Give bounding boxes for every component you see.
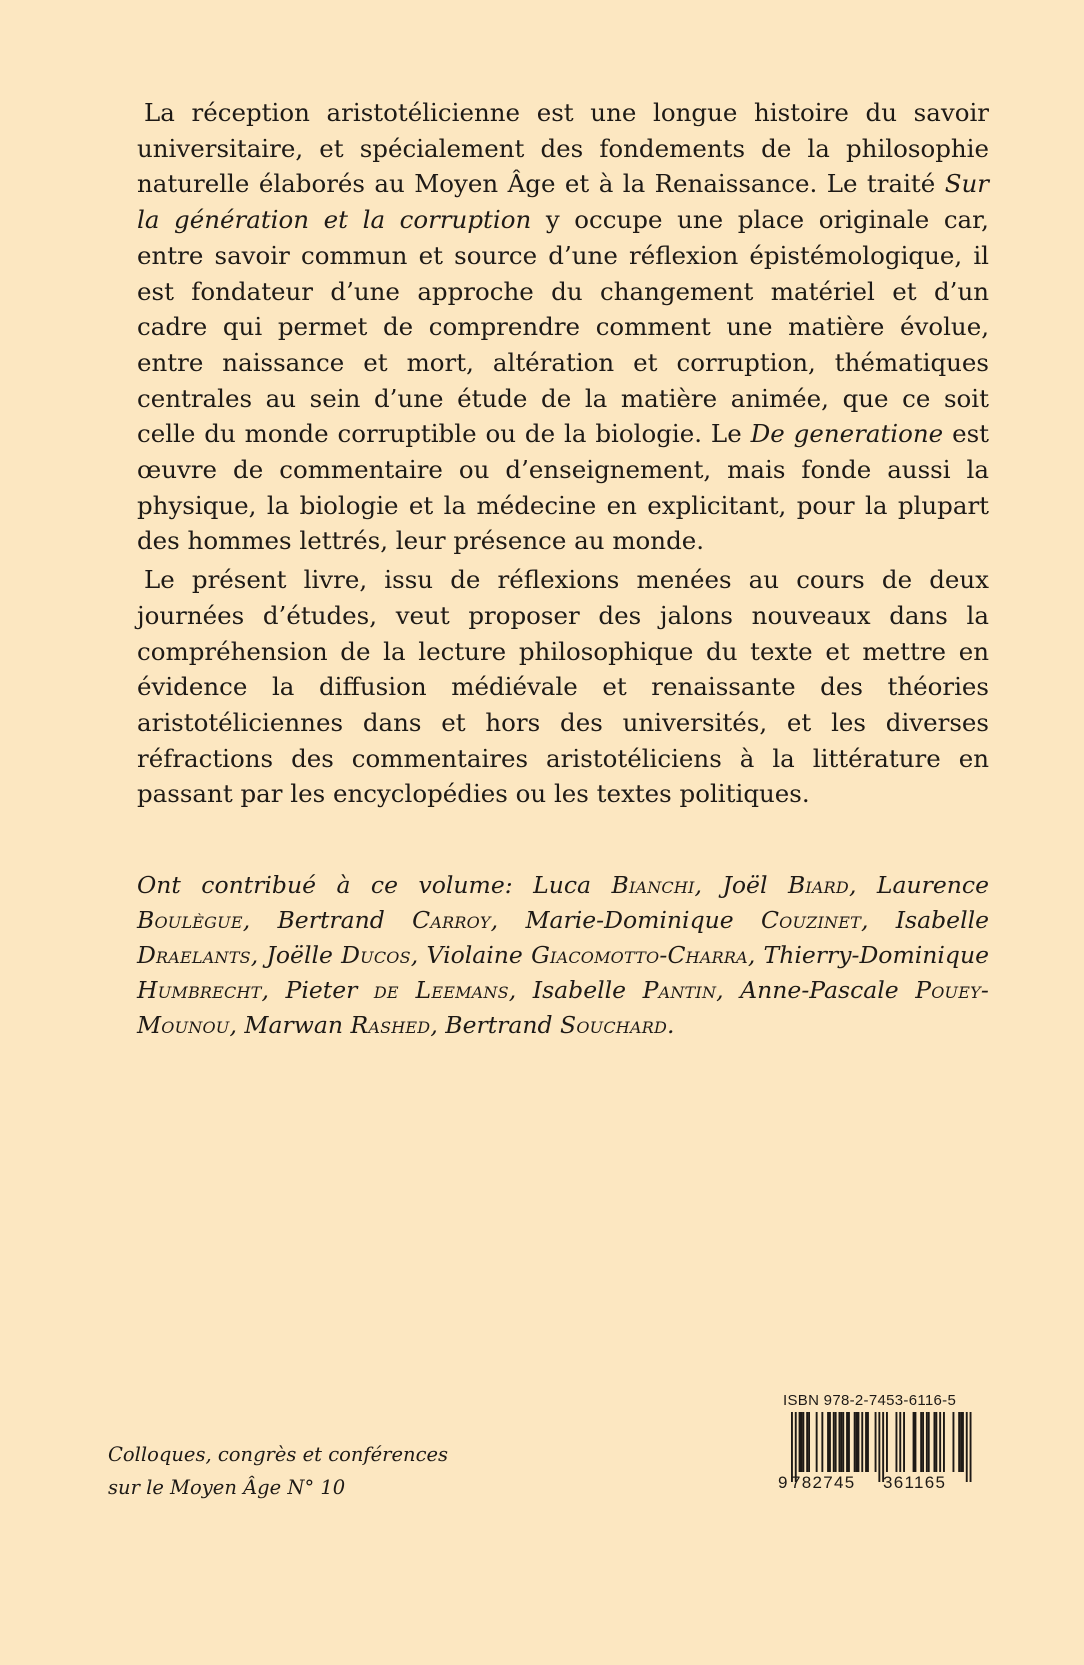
blurb-text: y occupe une place originale car, entre savoir commun et source d’une réflexion épistémologique, il est fondateur d’une approche du changement matériel et d’un cadre qui permet de comprendre comment une matière évolue, entre naissance et mort, altération et corruption, thématiques centrales au sein d’une étude de la matière animée, que ce soit celle du monde corruptible ou de la biologie. Le bbox=[137, 205, 989, 449]
contributor-surname: Giacomotto-Charra bbox=[531, 941, 748, 969]
barcode-bar bbox=[867, 1412, 869, 1472]
barcode-bar bbox=[928, 1412, 930, 1472]
barcode-bar bbox=[806, 1412, 808, 1472]
barcode-bar bbox=[799, 1412, 801, 1472]
barcode-bar bbox=[821, 1412, 823, 1472]
barcode-bar bbox=[882, 1412, 884, 1482]
barcode-bar bbox=[865, 1412, 867, 1472]
barcode-bar bbox=[922, 1412, 924, 1472]
barcode-bar bbox=[970, 1412, 972, 1482]
barcode-bar bbox=[840, 1412, 842, 1472]
work-title: De generatione bbox=[750, 419, 944, 449]
blurb bbox=[137, 95, 989, 812]
barcode-bar bbox=[842, 1412, 844, 1472]
barcode-bar bbox=[854, 1412, 856, 1472]
barcode-bar bbox=[960, 1412, 962, 1472]
barcode-bar bbox=[920, 1412, 922, 1472]
barcode-bar bbox=[899, 1412, 901, 1472]
barcode-bar bbox=[861, 1412, 863, 1472]
blurb-paragraph-1 bbox=[137, 95, 989, 559]
blurb-paragraph-2: Le présent livre, issu de réflexions menées au cours de deux journées d’études, veut proposer des jalons nouveaux dans la compréhension de la lecture philosophique du texte et mettre en évidence la diffusion médiévale et renaissante des théories aristotéliciennes dans et hors des universités, et les diverses réfractions des commentaires aristotéliciens à la littérature en passant par les encyclopédies ou les textes politiques. bbox=[137, 565, 989, 809]
contributor-surname: Ducos bbox=[341, 941, 411, 969]
barcode-bar bbox=[913, 1412, 915, 1472]
barcode-bar bbox=[953, 1412, 955, 1472]
contributor-surname: Carroy bbox=[412, 906, 491, 934]
barcode-bar bbox=[962, 1412, 964, 1472]
barcode-bar bbox=[903, 1412, 905, 1472]
ean-left-digits: 782745 bbox=[791, 1473, 856, 1492]
isbn-label: ISBN 978-2-7453-6116-5 bbox=[783, 1392, 957, 1409]
barcode-bar bbox=[858, 1412, 860, 1472]
barcode-bar bbox=[835, 1412, 837, 1472]
contributor-surname: Rashed bbox=[350, 1011, 431, 1039]
barcode-bar bbox=[915, 1412, 917, 1472]
series-title: Colloques, congrès et conférences bbox=[108, 1443, 449, 1466]
series-info bbox=[108, 1438, 468, 1504]
series-number: sur le Moyen Âge N° 10 bbox=[108, 1476, 346, 1499]
barcode-bar bbox=[816, 1412, 818, 1472]
barcode-bar bbox=[791, 1412, 793, 1482]
contributor-surname: Humbrecht bbox=[137, 976, 262, 1004]
barcode-bar bbox=[958, 1412, 960, 1472]
barcode-bar bbox=[801, 1412, 803, 1472]
contributor-surname: Souchard bbox=[560, 1011, 667, 1039]
barcode-bar bbox=[846, 1412, 848, 1472]
barcode-bar bbox=[966, 1412, 968, 1482]
contributors-list: Luca Bianchi, Joël Biard, Laurence Boulègue, Bertrand Carroy, Marie-Dominique Couzinet, Isabelle Draelants, Joëlle Ducos, Violaine Giacomotto-Charra, Thierry-Dominique Humbrecht, Pieter de Leemans, Isabelle Pantin, Anne-Pascale Pouey-Mounou, Marwan Rashed, Bertrand Souchard. bbox=[137, 871, 990, 1039]
barcode-bar bbox=[839, 1412, 841, 1472]
contributor-surname: de Leemans bbox=[373, 976, 509, 1004]
barcode-bar bbox=[934, 1412, 936, 1472]
contributor-surname: Biard bbox=[787, 871, 849, 899]
barcode-bar bbox=[795, 1412, 797, 1482]
work-title: Sur la génération et la corruption bbox=[137, 169, 989, 235]
ean-first-digit: 9 bbox=[778, 1473, 788, 1492]
barcode-bar bbox=[935, 1412, 937, 1472]
contributor-surname: Bianchi bbox=[611, 871, 695, 899]
blurb-text: est œuvre de commentaire ou d’enseignement, mais fonde aussi la physique, la biologie et la médecine en explicitant, pour la plupart des hommes lettrés, leur présence au monde. bbox=[137, 419, 989, 556]
contributors bbox=[137, 868, 989, 1043]
contributor-surname: Couzinet bbox=[760, 906, 861, 934]
barcode-bar bbox=[896, 1412, 898, 1472]
contributor-surname: Boulègue bbox=[137, 906, 243, 934]
barcode-bar bbox=[827, 1412, 829, 1472]
contributors-intro: Ont contribué à ce volume: bbox=[137, 871, 513, 899]
barcode-bar bbox=[802, 1412, 804, 1472]
barcode-bar bbox=[939, 1412, 941, 1472]
contributor-surname: Draelants bbox=[137, 941, 251, 969]
barcode-bar bbox=[856, 1412, 858, 1472]
barcode-bar bbox=[808, 1412, 810, 1472]
barcode-bar bbox=[943, 1412, 945, 1472]
ean-right-digits: 361165 bbox=[883, 1473, 947, 1492]
barcode-bar bbox=[926, 1412, 928, 1472]
barcode-bar bbox=[875, 1412, 877, 1472]
barcode-bar bbox=[829, 1412, 831, 1472]
blurb-text: La réception aristotélicienne est une longue histoire du savoir universitaire, et spécialement des fondements de la philosophie naturelle élaborés au Moyen Âge et à la Renaissance. Le traité bbox=[137, 98, 989, 199]
contributor-surname: Pantin bbox=[642, 976, 717, 1004]
barcode-bar bbox=[848, 1412, 850, 1472]
isbn-barcode-block bbox=[778, 1392, 978, 1492]
barcode-bar bbox=[878, 1412, 880, 1482]
contributor-surname: Pouey-Mounou bbox=[137, 976, 990, 1039]
barcode-bar bbox=[886, 1412, 888, 1472]
barcode-bar bbox=[833, 1412, 835, 1472]
